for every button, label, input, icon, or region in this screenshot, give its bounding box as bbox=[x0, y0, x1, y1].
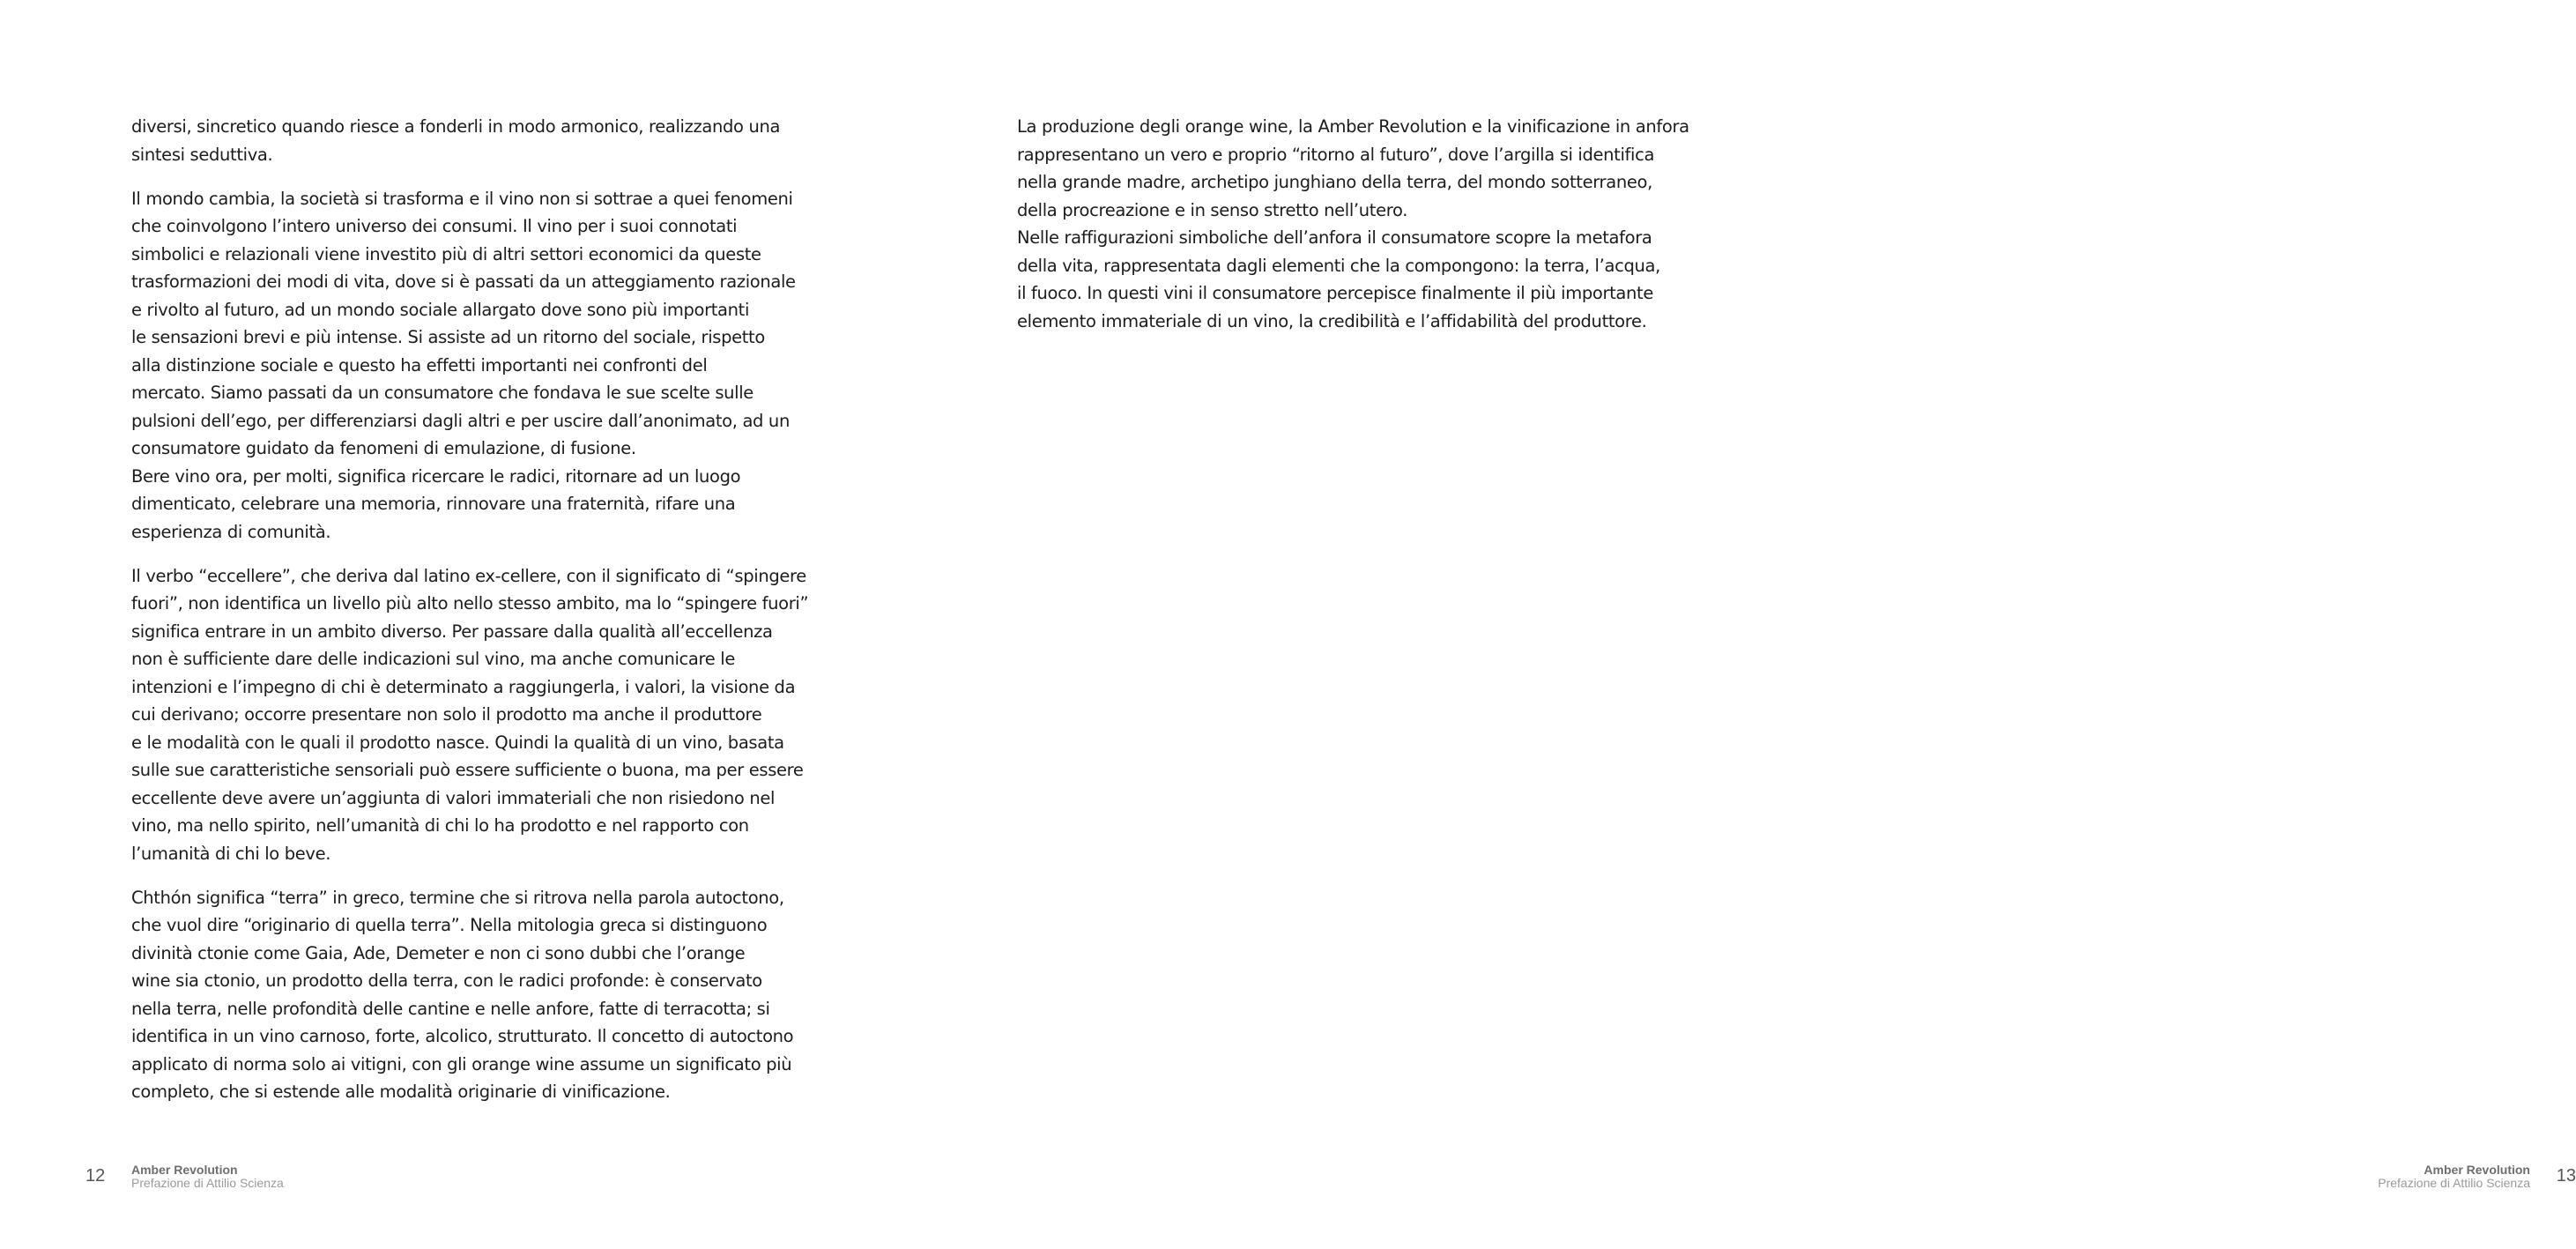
text-line: Chthón significa “terra” in greco, termine che si ritrova nella parola autoctono, bbox=[131, 887, 784, 908]
text-line: significa entrare in un ambito diverso. Per passare dalla qualità all’eccellenza bbox=[131, 621, 773, 642]
footer-subtitle: Prefazione di Attilio Scienza bbox=[131, 1176, 284, 1190]
footer-title: Amber Revolution bbox=[2424, 1163, 2530, 1177]
text-line: Il verbo “eccellere”, che deriva dal latino ex-cellere, con il significato di “spingere bbox=[131, 565, 806, 586]
text-line: della procreazione e in senso stretto nell’utero. bbox=[1017, 199, 1408, 220]
footer-title: Amber Revolution bbox=[131, 1163, 238, 1177]
left-page-body bbox=[131, 113, 809, 1122]
text-line: mercato. Siamo passati da un consumatore che fondava le sue scelte sulle bbox=[131, 383, 753, 403]
page-number: 13 bbox=[2556, 1166, 2576, 1186]
text-line: nella terra, nelle profondità delle cantine e nelle anfore, fatte di terracotta; si bbox=[131, 998, 770, 1019]
page-number: 12 bbox=[85, 1166, 106, 1186]
paragraph bbox=[131, 884, 794, 1106]
text-line: cui derivano; occorre presentare non solo il prodotto ma anche il produttore bbox=[131, 704, 762, 725]
text-line: divinità ctonie come Gaia, Ade, Demeter e non ci sono dubbi che l’orange bbox=[131, 942, 746, 963]
paragraph bbox=[131, 113, 779, 168]
text-line: il fuoco. In questi vini il consumatore percepisce finalmente il più importante bbox=[1017, 283, 1653, 303]
paragraph bbox=[1017, 113, 1689, 335]
text-line: elemento immateriale di un vino, la credibilità e l’affidabilità del produttore. bbox=[1017, 310, 1647, 331]
text-line: vino, ma nello spirito, nell’umanità di chi lo ha prodotto e nel rapporto con bbox=[131, 815, 749, 836]
text-line: applicato di norma solo ai vitigni, con gli orange wine assume un significato più bbox=[131, 1053, 792, 1074]
text-line: non è sufficiente dare delle indicazioni sul vino, ma anche comunicare le bbox=[131, 649, 735, 669]
text-line: l’umanità di chi lo beve. bbox=[131, 843, 331, 864]
text-line: sintesi seduttiva. bbox=[131, 144, 273, 165]
paragraph bbox=[131, 562, 809, 868]
text-line: diversi, sincretico quando riesce a fonderli in modo armonico, realizzando una bbox=[131, 116, 781, 137]
right-page bbox=[884, 0, 2576, 1249]
text-line: che coinvolgono l’intero universo dei consumi. Il vino per i suoi connotati bbox=[131, 216, 738, 236]
text-line: eccellente deve avere un’aggiunta di valori immateriali che non risiedono nel bbox=[131, 787, 776, 808]
text-line: La produzione degli orange wine, la Amber Revolution e la vinificazione in anfora bbox=[1017, 116, 1689, 137]
text-line: della vita, rappresentata dagli elementi che la compongono: la terra, l’acqua, bbox=[1017, 255, 1660, 276]
text-line: simbolici e relazionali viene investito più di altri settori economici da queste bbox=[131, 243, 761, 264]
text-line: alla distinzione sociale e questo ha effetti importanti nei confronti del bbox=[131, 354, 708, 375]
text-line: Il mondo cambia, la società si trasforma e il vino non si sottrae a quei fenomeni bbox=[131, 188, 793, 209]
running-footer bbox=[2378, 1164, 2530, 1190]
left-page bbox=[0, 0, 884, 1249]
text-line: trasformazioni dei modi di vita, dove si è passati da un atteggiamento razionale bbox=[131, 271, 796, 292]
right-page-body bbox=[1017, 113, 1689, 352]
text-line: le sensazioni brevi e più intense. Si assiste ad un ritorno del sociale, rispetto bbox=[131, 327, 765, 347]
text-line: e le modalità con le quali il prodotto nasce. Quindi la qualità di un vino, basata bbox=[131, 732, 784, 753]
text-line: Bere vino ora, per molti, significa ricercare le radici, ritornare ad un luogo bbox=[131, 465, 741, 487]
right-page-footer bbox=[2118, 1164, 2576, 1199]
text-line: intenzioni e l’impegno di chi è determinato a raggiungerla, i valori, la visione da bbox=[131, 676, 796, 697]
text-line: Nelle raffigurazioni simboliche dell’anfora il consumatore scopre la metafora bbox=[1017, 227, 1652, 248]
text-line: fuori”, non identifica un livello più alto nello stesso ambito, ma lo “spingere fuori” bbox=[131, 593, 809, 613]
text-line: completo, che si estende alle modalità originarie di vinificazione. bbox=[131, 1082, 671, 1102]
text-line: esperienza di comunità. bbox=[131, 521, 331, 542]
running-footer bbox=[131, 1164, 284, 1190]
text-line: wine sia ctonio, un prodotto della terra, con le radici profonde: è conservato bbox=[131, 970, 762, 991]
footer-subtitle: Prefazione di Attilio Scienza bbox=[2378, 1176, 2530, 1190]
paragraph bbox=[131, 185, 796, 546]
text-line: nella grande madre, archetipo junghiano della terra, del mondo sotterraneo, bbox=[1017, 172, 1652, 192]
text-line: identifica in un vino carnoso, forte, alcolico, strutturato. Il concetto di autoctono bbox=[131, 1026, 794, 1046]
text-line: rappresentano un vero e proprio “ritorno al futuro”, dove l’argilla si identifica bbox=[1017, 144, 1655, 165]
text-line: pulsioni dell’ego, per differenziarsi dagli altri e per uscire dall’anonimato, ad un bbox=[131, 410, 790, 431]
text-line: consumatore guidato da fenomeni di emulazione, di fusione. bbox=[131, 438, 636, 458]
text-line: sulle sue caratteristiche sensoriali può essere sufficiente o buona, ma per essere bbox=[131, 760, 804, 780]
text-line: che vuol dire “originario di quella terra”. Nella mitologia greca si distinguono bbox=[131, 915, 768, 935]
text-line: dimenticato, celebrare una memoria, rinnovare una fraternità, rifare una bbox=[131, 494, 736, 514]
text-line: e rivolto al futuro, ad un mondo sociale allargato dove sono più importanti bbox=[131, 299, 750, 320]
